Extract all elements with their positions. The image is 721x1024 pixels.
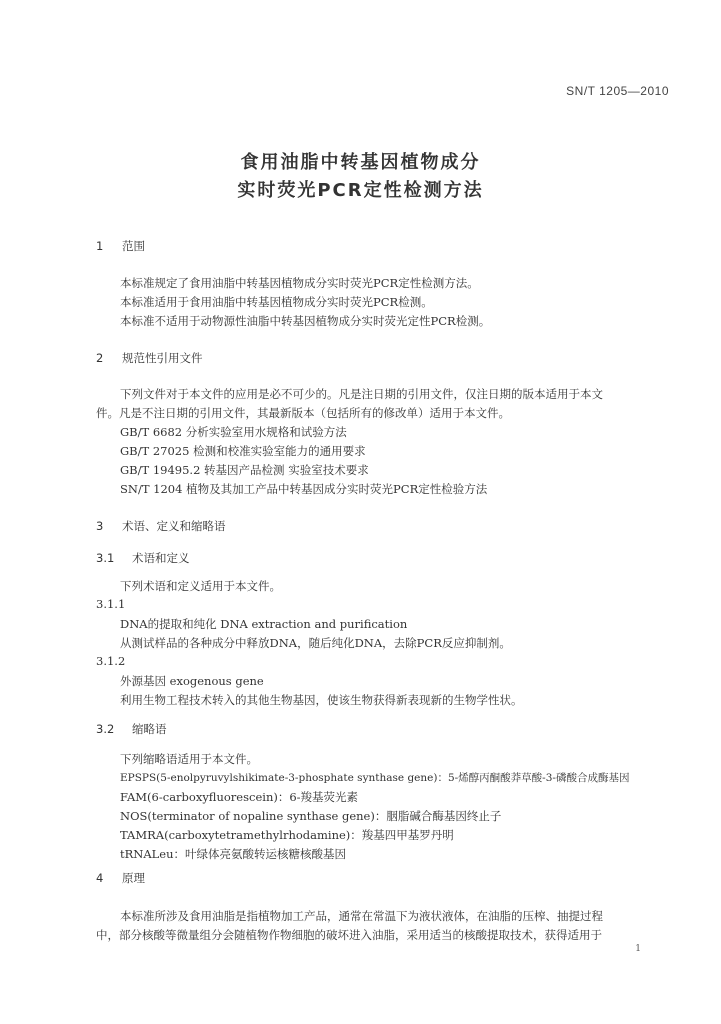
clause-number: 3.1.2	[96, 654, 126, 668]
term-definition: 利用生物工程技术转入的其他生物基因，使该生物获得新表现新的生物学性状。	[120, 693, 523, 707]
section-2-heading	[96, 350, 203, 366]
page-number: 1	[635, 944, 641, 954]
paragraph-line: 本标准所涉及食用油脂是指植物加工产品，通常在常温下为液状液体，在油脂的压榨、抽提过程	[120, 909, 603, 923]
section-number: 3.1	[96, 551, 115, 565]
abbreviation-item: tRNALeu：叶绿体亮氨酸转运核糖核酸基因	[120, 847, 346, 861]
reference-item: SN/T 1204 植物及其加工产品中转基因成分实时荧光PCR定性检验方法	[120, 482, 488, 496]
section-title: 术语和定义	[132, 551, 190, 565]
abbreviation-item: NOS(terminator of nopaline synthase gene)：胭脂碱合酶基因终止子	[120, 809, 502, 823]
abbreviation-item: FAM(6-carboxyfluorescein)：6-羧基荧光素	[120, 790, 359, 804]
section-title: 术语、定义和缩略语	[122, 519, 226, 533]
section-number: 2	[96, 351, 104, 365]
document-title-line-2: 实时荧光PCR定性检测方法	[237, 180, 484, 201]
section-title: 原理	[122, 871, 145, 885]
abbreviation-item: EPSPS(5-enolpyruvylshikimate-3-phosphate synthase gene)：5-烯醇丙酮酸莽草酸-3-磷酸合成酶基因	[120, 772, 630, 784]
standard-code: SN/T 1205—2010	[566, 84, 669, 98]
term-definition: 从测试样品的各种成分中释放DNA，随后纯化DNA，去除PCR反应抑制剂。	[120, 636, 511, 650]
section-1-heading	[96, 238, 145, 254]
section-title: 规范性引用文件	[122, 351, 203, 365]
paragraph-line: 件。凡是不注日期的引用文件，其最新版本（包括所有的修改单）适用于本文件。	[96, 406, 510, 420]
paragraph-line: 下列术语和定义适用于本文件。	[120, 579, 281, 593]
document-title-line-1: 食用油脂中转基因植物成分	[240, 152, 481, 173]
paragraph-line: 下列缩略语适用于本文件。	[120, 752, 258, 766]
section-3-heading	[96, 518, 226, 534]
section-4-heading	[96, 870, 145, 886]
section-number: 1	[96, 239, 104, 253]
reference-item: GB/T 27025 检测和校准实验室能力的通用要求	[120, 444, 366, 458]
paragraph-line: 下列文件对于本文件的应用是必不可少的。凡是注日期的引用文件，仅注日期的版本适用于本文	[120, 387, 603, 401]
section-title: 范围	[122, 239, 145, 253]
paragraph-line: 中，部分核酸等微量组分会随植物作物细胞的破坏进入油脂，采用适当的核酸提取技术，获得适用于	[96, 928, 602, 942]
reference-item: GB/T 19495.2 转基因产品检测 实验室技术要求	[120, 463, 369, 477]
section-3-2-heading	[96, 721, 167, 737]
paragraph-line: 本标准规定了食用油脂中转基因植物成分实时荧光PCR定性检测方法。	[120, 276, 479, 290]
reference-item: GB/T 6682 分析实验室用水规格和试验方法	[120, 425, 347, 439]
term-entry: 外源基因 exogenous gene	[120, 674, 264, 688]
paragraph-line: 本标准适用于食用油脂中转基因植物成分实时荧光PCR检测。	[120, 295, 433, 309]
section-number: 4	[96, 871, 104, 885]
term-entry: DNA的提取和纯化 DNA extraction and purification	[120, 617, 408, 631]
abbreviation-item: TAMRA(carboxytetramethylrhodamine)：羧基四甲基罗丹明	[120, 828, 454, 842]
section-title: 缩略语	[132, 722, 167, 736]
section-number: 3.2	[96, 722, 115, 736]
section-number: 3	[96, 519, 104, 533]
paragraph-line: 本标准不适用于动物源性油脂中转基因植物成分实时荧光定性PCR检测。	[120, 314, 491, 328]
clause-number: 3.1.1	[96, 597, 126, 611]
section-3-1-heading	[96, 550, 190, 566]
